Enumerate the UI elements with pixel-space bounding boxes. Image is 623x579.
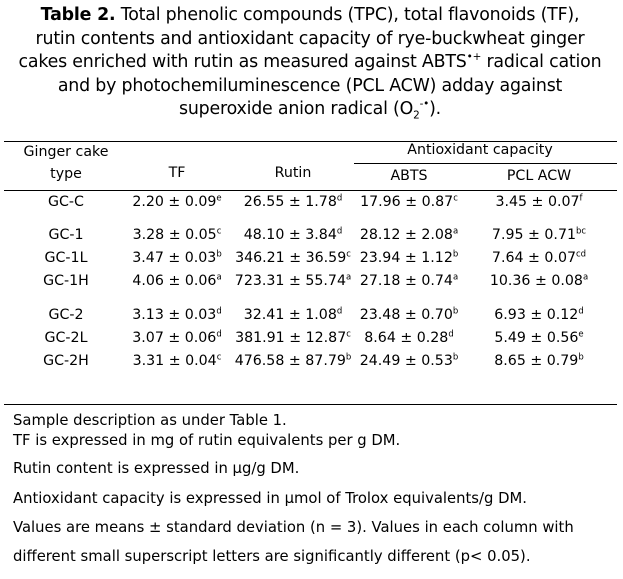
cell-tf [132,250,222,266]
cell-type [48,227,83,243]
significance-letter: c [216,352,222,363]
caption-line-1 [4,4,616,28]
cell-value: 28.12 ± 2.08 [359,227,453,243]
significance-letter: e [578,329,584,340]
caption-sup-5: -• [419,98,430,111]
cell-tf [133,353,222,369]
group-rule [354,163,617,164]
table-label: Table 2. [40,5,116,25]
significance-letter: d [216,306,222,317]
significance-letter: c [346,249,351,260]
cell-type [43,353,89,369]
cell-value: 8.64 ± 0.28 [364,330,449,346]
cell-rutin [235,353,352,369]
cell-value: 3.07 ± 0.06 [132,330,217,346]
header-type-1: Ginger cake [23,144,109,160]
cell-pcl [492,250,586,266]
significance-letter: d [216,329,222,340]
cell-value: 27.18 ± 0.74 [359,273,453,289]
significance-letter: e [216,193,222,204]
cell-pcl [495,194,582,210]
significance-letter: f [579,193,583,204]
caption-line-3 [4,51,616,75]
cell-value: 476.58 ± 87.79 [234,353,346,369]
cell-abts [360,227,458,243]
cell-value: 3.47 ± 0.03 [132,250,217,266]
cell-value: 32.41 ± 1.08 [243,307,337,323]
cell-rutin [235,330,351,346]
cell-tf [132,330,222,346]
cell-value: 5.49 ± 0.56 [494,330,579,346]
cell-abts [364,330,454,346]
cell-value: GC-2 [48,307,84,323]
note-5: Values are means ± standard deviation (n = 3). Values in each column with [13,519,574,536]
cell-tf [133,227,222,243]
header-abts: ABTS [390,168,428,184]
significance-letter: c [346,329,351,340]
significance-letter: b [452,352,459,363]
header-rutin: Rutin [274,165,312,181]
cell-value: 17.96 ± 0.87 [360,194,454,210]
cell-rutin [235,250,351,266]
significance-letter: b [452,306,459,317]
significance-letter: a [452,226,459,237]
cell-pcl [494,330,583,346]
significance-letter: d [336,306,343,317]
cell-value: 4.06 ± 0.06 [132,273,217,289]
cell-value: 8.65 ± 0.79 [494,353,579,369]
caption-text-5b: ). [429,99,442,120]
cell-pcl [494,307,584,323]
cell-pcl [492,227,586,243]
cell-value: 10.36 ± 0.08 [489,273,583,289]
cell-type [48,307,83,323]
significance-letter: bc [576,226,587,237]
caption-text-3a: cakes enriched with rutin as measured against ABTS [18,52,467,73]
cell-value: GC-2H [43,353,89,369]
cell-value: 23.94 ± 1.12 [359,250,453,266]
cell-value: GC-1H [43,273,89,289]
significance-letter: cd [576,249,587,260]
caption-line-5 [4,98,616,122]
significance-letter: d [448,329,454,340]
caption-sub-5: 2 [413,109,420,122]
significance-letter: c [216,226,222,237]
note-4: Antioxidant capacity is expressed in µmol of Trolox equivalents/g DM. [13,490,527,507]
cell-type [43,273,89,289]
note-2: TF is expressed in mg of rutin equivalents per g DM. [13,432,401,449]
cell-value: 381.91 ± 12.87 [235,330,347,346]
cell-value: 6.93 ± 0.12 [494,307,579,323]
caption-line-4: and by photochemiluminescence (PCL ACW) adday against [57,75,563,96]
cell-type [48,194,84,210]
significance-letter: d [336,226,343,237]
significance-letter: b [216,249,222,260]
cell-type [45,330,88,346]
cell-value: GC-1L [44,250,88,266]
significance-letter: c [453,193,458,204]
cell-value: 26.55 ± 1.78 [243,194,337,210]
caption-sup-3: •+ [466,51,482,64]
note-6: different small superscript letters are significantly different (p< 0.05). [13,548,531,565]
cell-value: 346.21 ± 36.59 [235,250,347,266]
cell-tf [132,307,222,323]
note-1: Sample description as under Table 1. [13,412,287,429]
significance-letter: a [216,272,222,283]
significance-letter: d [578,306,584,317]
cell-value: GC-2L [44,330,88,346]
cell-value: 3.31 ± 0.04 [132,353,217,369]
cell-abts [360,250,459,266]
header-pcl: PCL ACW [506,168,572,184]
cell-value: 3.45 ± 0.07 [495,194,580,210]
note-3: Rutin content is expressed in µg/g DM. [13,460,300,477]
header-type-2: type [50,166,82,182]
significance-letter: a [582,272,589,283]
table-caption [4,4,616,122]
significance-letter: b [345,352,352,363]
caption-text-3b: radical cation [481,52,602,73]
header-antioxidant-group: Antioxidant capacity [407,142,553,158]
cell-abts [360,353,459,369]
cell-value: 3.28 ± 0.05 [132,227,217,243]
cell-rutin [244,194,343,210]
cell-tf [132,273,221,289]
significance-letter: d [336,193,343,204]
caption-text-1: Total phenolic compounds (TPC), total flavonoids (TF), [120,5,580,25]
cell-abts [360,273,458,289]
cell-value: 7.95 ± 0.71 [491,227,577,243]
caption-text-5a: superoxide anion radical (O [178,99,414,120]
bottom-rule [4,404,617,405]
cell-abts [360,307,459,323]
cell-rutin [244,227,343,243]
cell-type [45,250,88,266]
cell-value: 7.64 ± 0.07 [491,250,577,266]
caption-line-2: rutin contents and antioxidant capacity of rye-buckwheat ginger [35,28,585,49]
cell-abts [360,194,458,210]
cell-rutin [244,307,343,323]
cell-value: GC-C [48,194,84,210]
cell-value: 723.31 ± 55.74 [234,273,346,289]
cell-value: 48.10 ± 3.84 [243,227,337,243]
cell-tf [132,194,221,210]
header-rule [4,190,617,191]
significance-letter: b [578,352,584,363]
significance-letter: b [452,249,459,260]
significance-letter: a [345,272,352,283]
header-tf: TF [168,165,186,181]
cell-rutin [235,273,351,289]
significance-letter: a [452,272,459,283]
cell-value: GC-1 [48,227,84,243]
cell-pcl [494,353,584,369]
cell-value: 3.13 ± 0.03 [132,307,217,323]
cell-value: 23.48 ± 0.70 [359,307,453,323]
cell-value: 2.20 ± 0.09 [132,194,217,210]
cell-value: 24.49 ± 0.53 [359,353,453,369]
cell-pcl [490,273,588,289]
